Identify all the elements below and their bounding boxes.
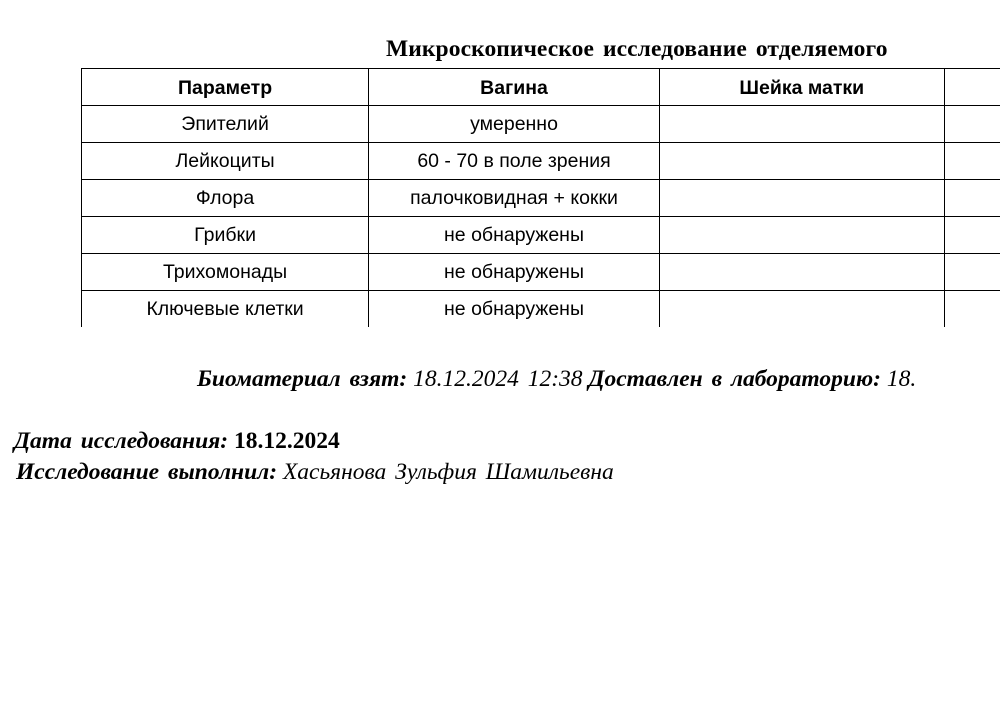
cell-cervix bbox=[659, 180, 944, 217]
cell-parameter: Эпителий bbox=[82, 106, 369, 143]
cell-extra bbox=[944, 291, 1000, 328]
cell-vagina: палочковидная + кокки bbox=[369, 180, 660, 217]
cell-cervix bbox=[659, 291, 944, 328]
biomaterial-taken-value: 18.12.2024 12:38 bbox=[413, 366, 583, 392]
table-row bbox=[82, 143, 1000, 180]
table-row bbox=[82, 254, 1000, 291]
cell-extra bbox=[944, 106, 1000, 143]
header-extra bbox=[944, 69, 1000, 106]
cell-cervix bbox=[659, 106, 944, 143]
cell-parameter: Грибки bbox=[82, 217, 369, 254]
header-vagina: Вагина bbox=[369, 69, 660, 106]
cell-vagina: умеренно bbox=[369, 106, 660, 143]
cell-cervix bbox=[659, 143, 944, 180]
table-row bbox=[82, 180, 1000, 217]
delivered-label: Доставлен в лабораторию: bbox=[588, 366, 881, 392]
table-row bbox=[82, 106, 1000, 143]
performer-name: Хасьянова Зульфия Шамильевна bbox=[282, 459, 614, 485]
cell-vagina: не обнаружены bbox=[369, 254, 660, 291]
study-date-value: 18.12.2024 bbox=[233, 428, 340, 454]
table-row bbox=[82, 291, 1000, 328]
cell-parameter: Флора bbox=[82, 180, 369, 217]
cell-vagina: не обнаружены bbox=[369, 291, 660, 328]
biomaterial-taken-label: Биоматериал взят: bbox=[197, 366, 408, 392]
cell-vagina: 60 - 70 в поле зрения bbox=[369, 143, 660, 180]
performer-label: Исследование выполнил: bbox=[16, 459, 278, 485]
cell-parameter: Ключевые клетки bbox=[82, 291, 369, 328]
cell-cervix bbox=[659, 254, 944, 291]
cell-vagina: не обнаружены bbox=[369, 217, 660, 254]
study-date-label: Дата исследования: bbox=[14, 428, 229, 454]
cell-extra bbox=[944, 180, 1000, 217]
header-cervix: Шейка матки bbox=[659, 69, 944, 106]
cell-parameter: Лейкоциты bbox=[82, 143, 369, 180]
cell-extra bbox=[944, 217, 1000, 254]
biomaterial-line bbox=[197, 366, 916, 393]
performer-line bbox=[16, 459, 614, 486]
cell-cervix bbox=[659, 217, 944, 254]
results-table bbox=[81, 68, 1000, 327]
cell-extra bbox=[944, 143, 1000, 180]
header-parameter: Параметр bbox=[82, 69, 369, 106]
cell-extra bbox=[944, 254, 1000, 291]
cell-parameter: Трихомонады bbox=[82, 254, 369, 291]
table-header-row bbox=[82, 69, 1000, 106]
table-row bbox=[82, 217, 1000, 254]
delivered-value: 18. bbox=[886, 366, 917, 392]
study-date-line bbox=[14, 428, 340, 455]
document-title: Микроскопическое исследование отделяемого bbox=[386, 36, 888, 62]
